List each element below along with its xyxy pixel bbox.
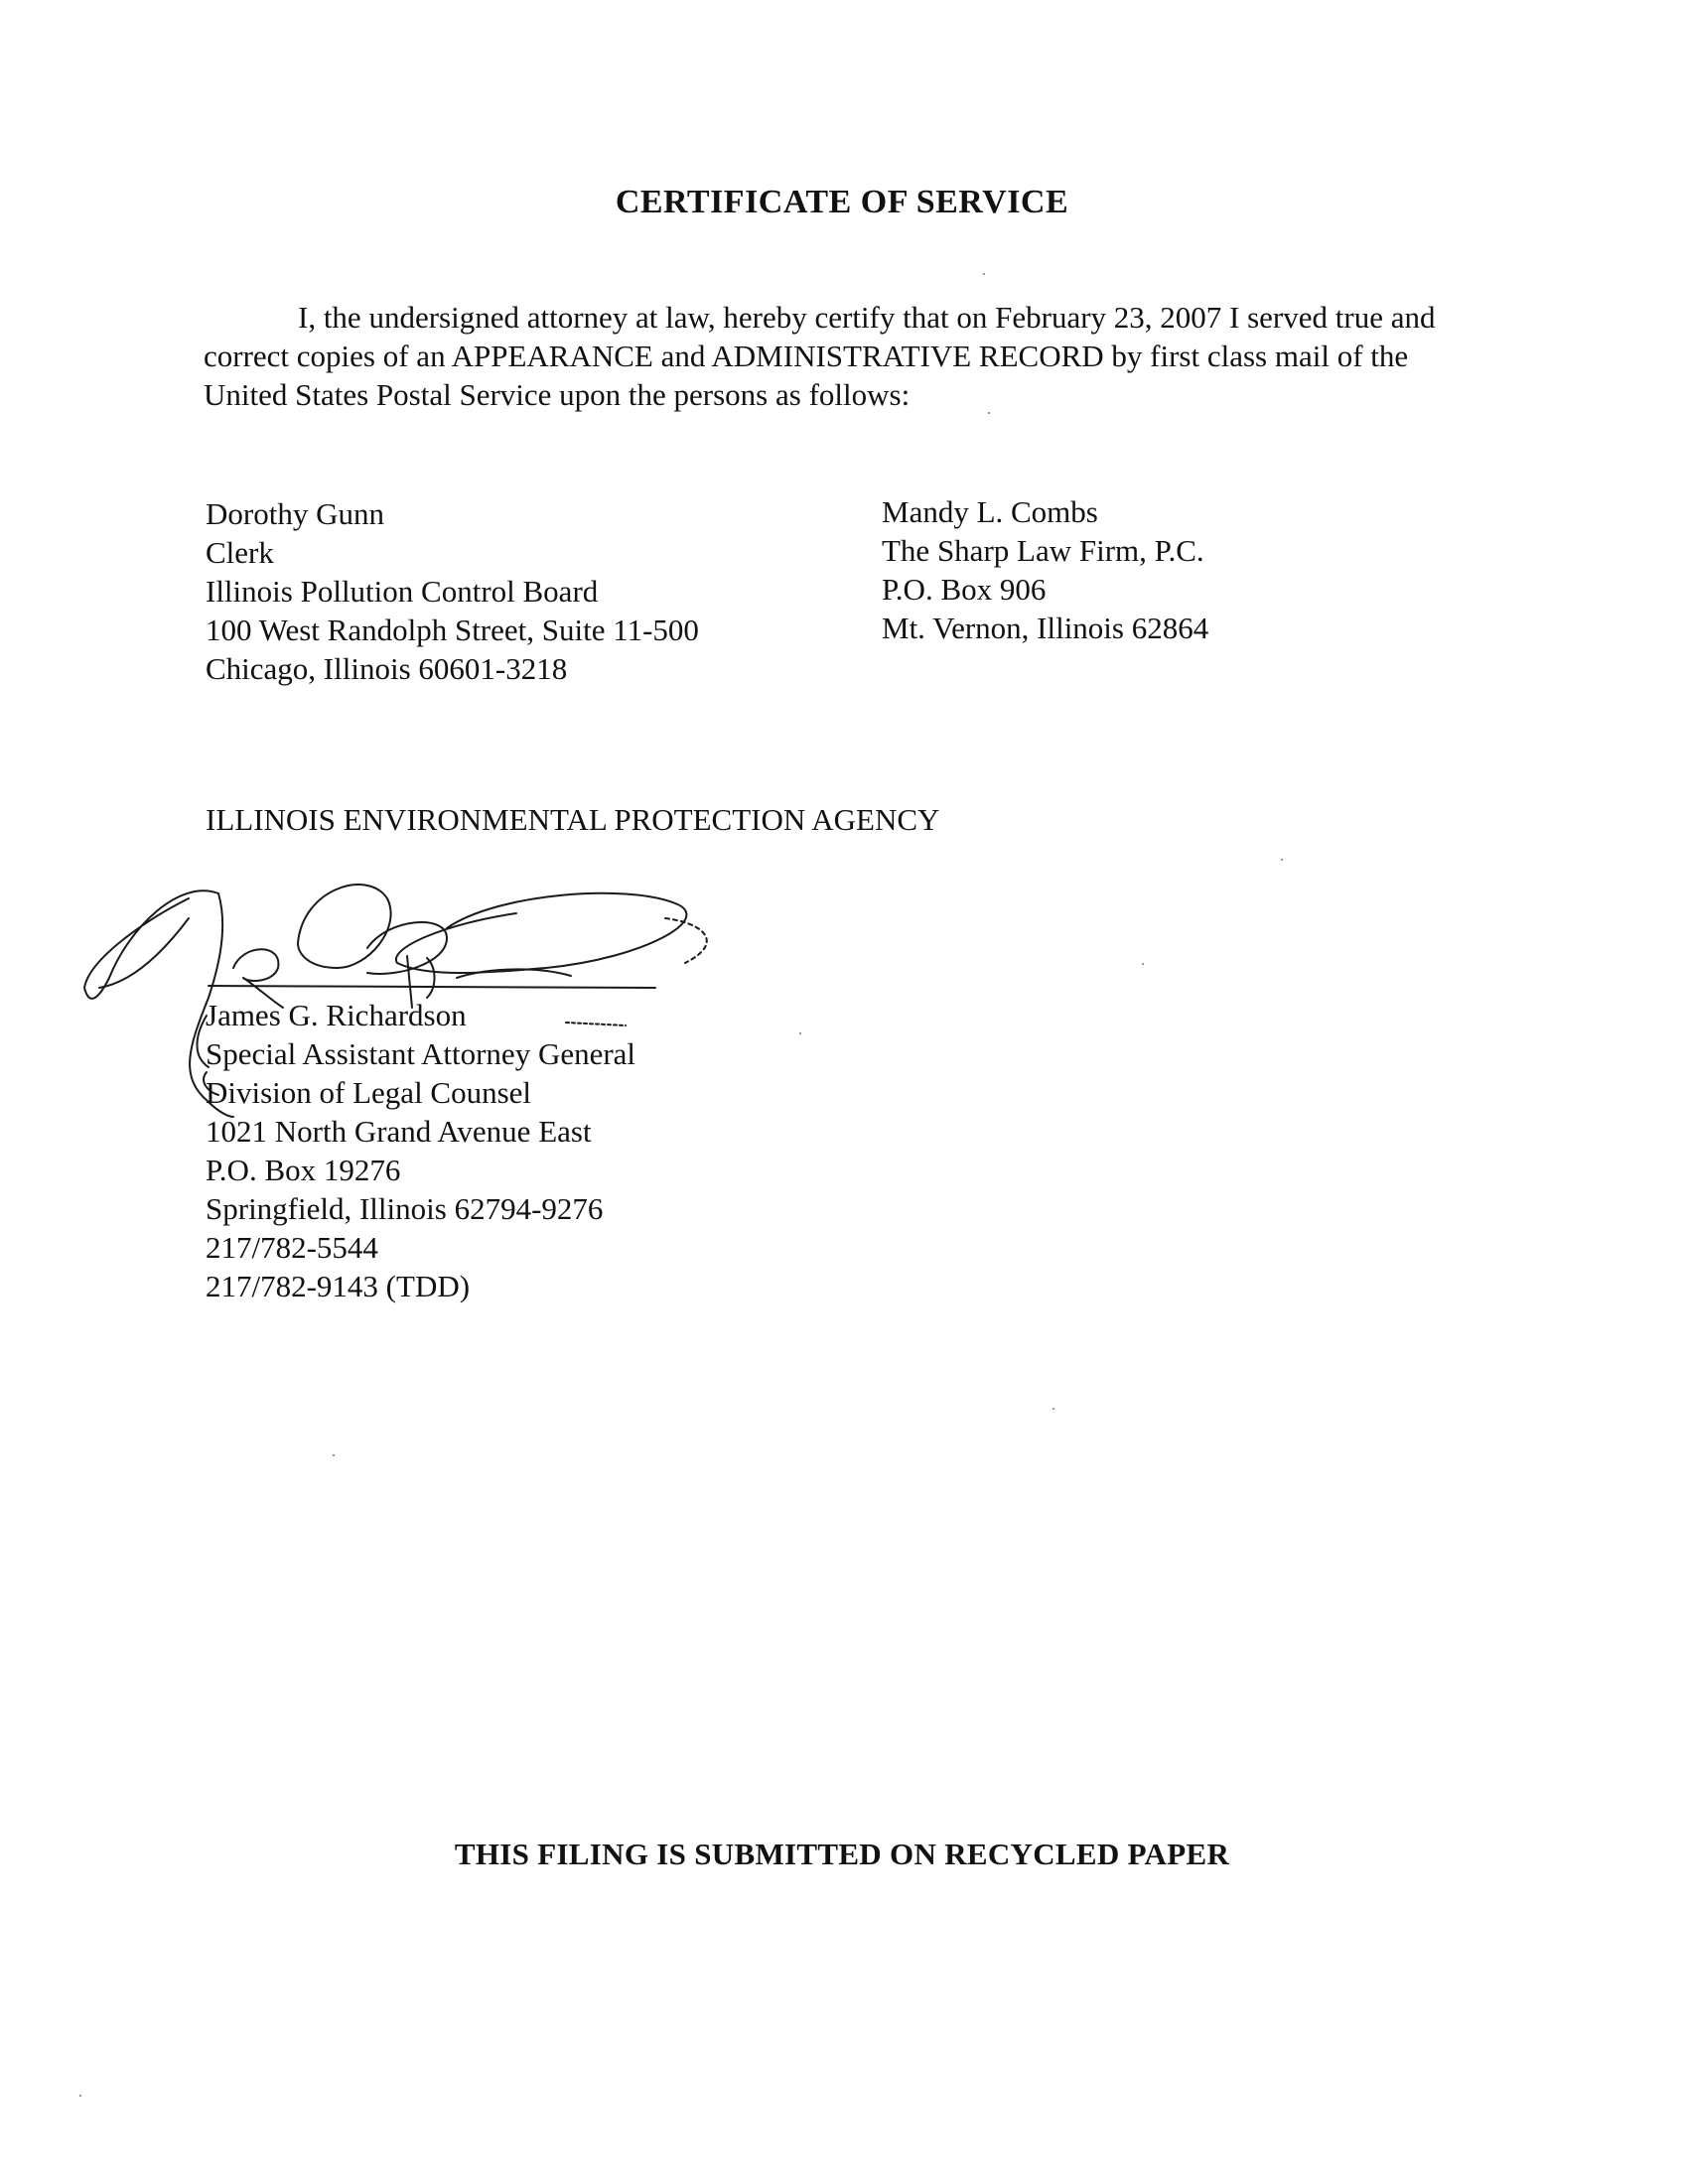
signatory-name: James G. Richardson [206,998,467,1032]
recipient-po-box: P.O. Box 906 [882,572,1047,607]
scan-speck [333,1454,335,1456]
recipient-name: Mandy L. Combs [882,494,1098,529]
signatory-division: Division of Legal Counsel [206,1075,532,1110]
signatory-po-box: P.O. Box 19276 [206,1153,401,1187]
recipient-name: Dorothy Gunn [206,496,384,531]
recipient-city: Mt. Vernon, Illinois 62864 [882,611,1209,645]
recipient-title: Clerk [206,535,274,570]
document-title: CERTIFICATE OF SERVICE [615,184,1069,220]
recipient-organization: The Sharp Law Firm, P.C. [882,533,1204,568]
signatory-tdd: 217/782-9143 (TDD) [206,1269,471,1303]
recipient-address-right [882,492,1208,647]
recipient-street: 100 West Randolph Street, Suite 11-500 [206,613,699,647]
recipient-city: Chicago, Illinois 60601-3218 [206,651,568,686]
scan-speck [988,412,990,414]
signatory-phone: 217/782-5544 [206,1230,378,1265]
paragraph-line: United States Postal Service upon the persons as follows: [204,377,911,412]
scan-speck [1281,859,1283,861]
scan-speck [983,273,985,275]
signatory-block [206,996,635,1305]
recipient-organization: Illinois Pollution Control Board [206,574,599,609]
certification-paragraph [204,298,1484,414]
scan-speck [799,1032,801,1034]
recipient-address-left [206,494,699,688]
scan-speck [1052,1408,1054,1410]
scan-speck [1142,963,1144,965]
signatory-title: Special Assistant Attorney General [206,1036,636,1071]
signatory-city: Springfield, Illinois 62794-9276 [206,1191,604,1226]
paragraph-line: I, the undersigned attorney at law, hereby certify that on February 23, 2007 I served true and [298,300,1436,335]
scan-speck [79,2095,81,2097]
signatory-street: 1021 North Grand Avenue East [206,1114,592,1149]
agency-name: ILLINOIS ENVIRONMENTAL PROTECTION AGENCY [206,802,940,837]
recycled-paper-notice: THIS FILING IS SUBMITTED ON RECYCLED PAPER [454,1837,1230,1871]
paragraph-line: correct copies of an APPEARANCE and ADMINISTRATIVE RECORD by first class mail of the [204,339,1409,373]
